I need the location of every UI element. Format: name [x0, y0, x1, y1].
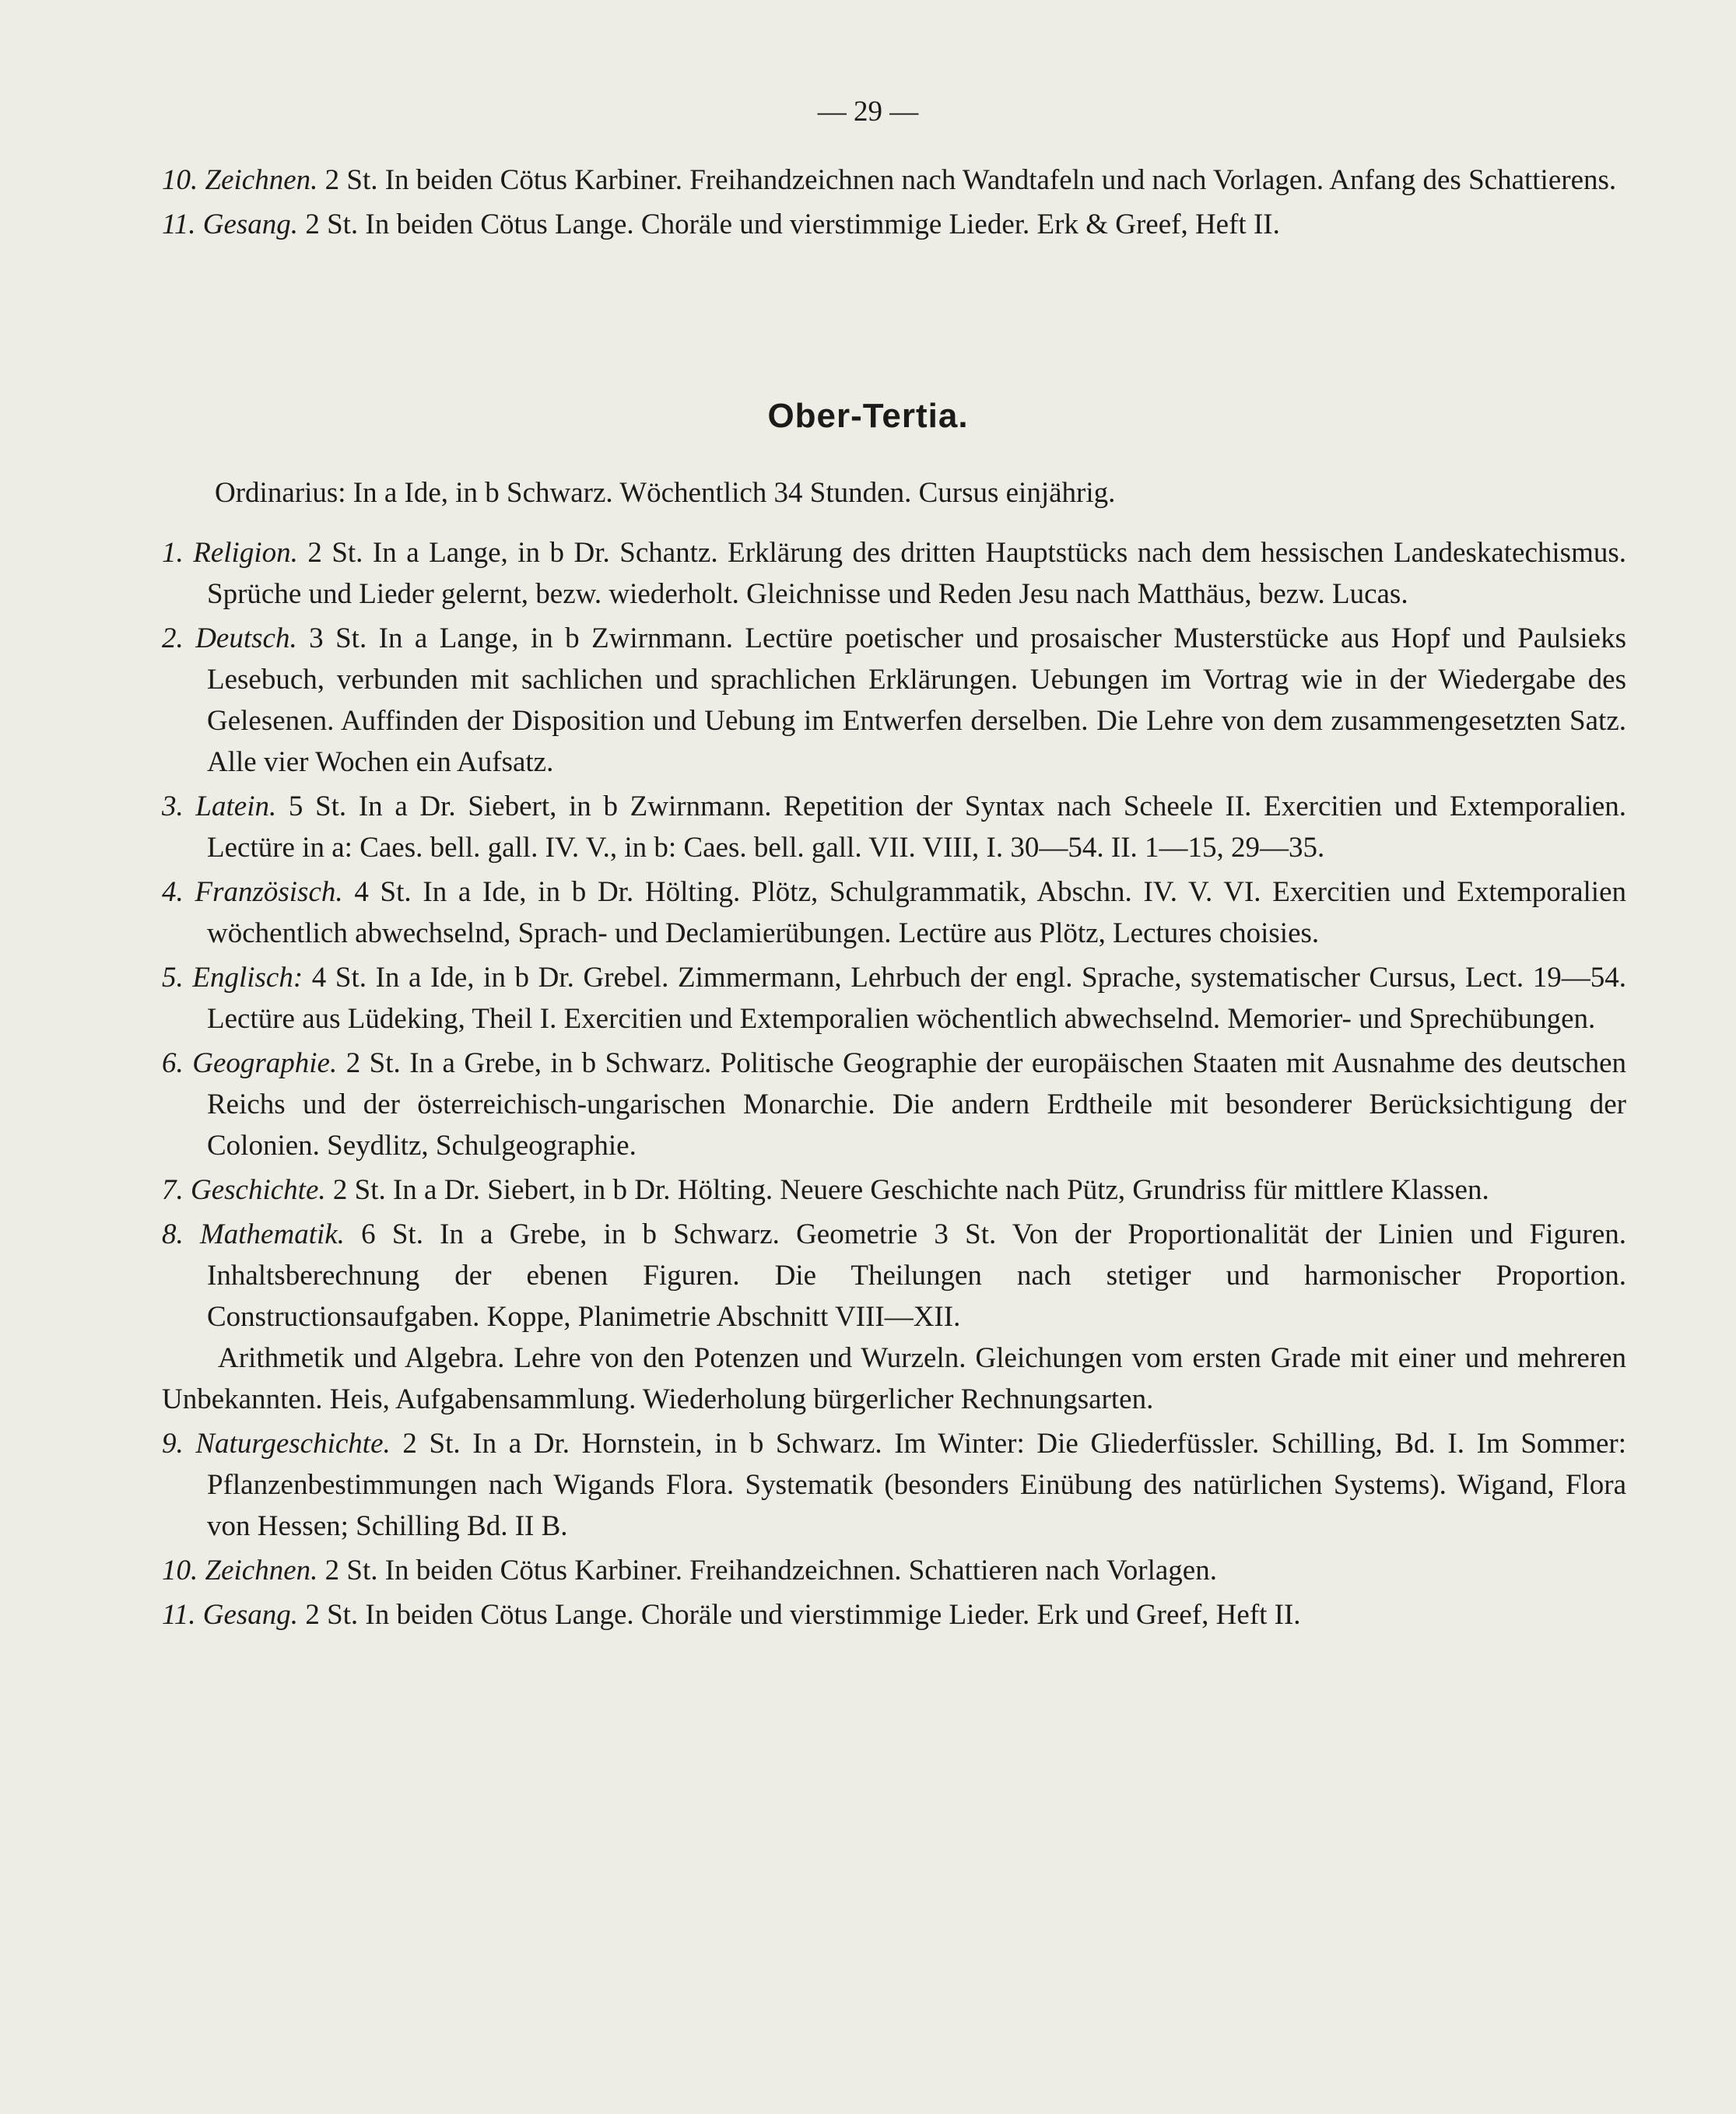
- entry-text: 2 St. In a Dr. Siebert, in b Dr. Hölting. Neuere Geschichte nach Pütz, Grundriss für mittlere Klassen.: [332, 1174, 1489, 1206]
- section-heading: Ober-Tertia.: [767, 397, 969, 435]
- entry-text: 2 St. In a Dr. Hornstein, in b Schwarz. Im Winter: Die Gliederfüssler. Schilling, Bd. I. Im Sommer: Pflanzenbestimmungen nach Wigands Flora. Systematik (besonders Einübung des natürlichen Systems). Wigand, Flora von Hessen; Schilling Bd. II B.: [207, 1428, 1626, 1542]
- entry-number: 11.: [162, 1599, 196, 1631]
- ordinarius-line: Ordinarius: In a Ide, in b Schwarz. Wöchentlich 34 Stunden. Cursus einjährig.: [215, 477, 1116, 509]
- entry-number: 10.: [162, 1555, 198, 1586]
- list-item: [117, 1594, 1626, 1635]
- entry-text: 3 St. In a Lange, in b Zwirnmann. Lectüre poetischer und prosaischer Musterstücke aus Hopf und Paulsieks Lesebuch, verbunden mit sachlichen und sprachlichen Erklärungen. Uebungen im Vortrag wie in der Wiedergabe des Gelesenen. Auffinden der Disposition und Uebung im Entwerfen derselben. Die Lehre von dem zusammengesetzten Satz. Alle vier Wochen ein Aufsatz.: [207, 622, 1627, 778]
- list-item: [117, 618, 1626, 783]
- entry-subject: Religion.: [193, 537, 298, 569]
- entry-subject: Deutsch.: [195, 622, 297, 654]
- entry-subject: Naturgeschichte.: [195, 1428, 391, 1460]
- top-section: [117, 160, 1626, 245]
- entry-subject: Gesang.: [202, 209, 299, 240]
- list-item: [117, 1423, 1626, 1547]
- entry-subject: 10.: [162, 164, 198, 196]
- entry-subject: Englisch:: [192, 962, 303, 994]
- entry-text: 2 St. In beiden Cötus Karbiner. Freihandzeichnen nach Wandtafeln und nach Vorlagen. Anfang des Schattierens.: [324, 164, 1617, 196]
- list-item: [117, 1043, 1626, 1166]
- page-number: — 29 —: [817, 96, 919, 128]
- list-item: [117, 1550, 1626, 1591]
- entry-subject: Gesang.: [202, 1599, 299, 1631]
- list-item: [117, 532, 1626, 615]
- list-item: [117, 160, 1626, 201]
- entry-text: 2 St. In a Grebe, in b Schwarz. Politische Geographie der europäischen Staaten mit Ausnahme des deutschen Reichs und der österreichisch-ungarischen Monarchie. Die andern Erdtheile mit besonderer Berücksichtigung der Colonien. Seydlitz, Schulgeographie.: [207, 1047, 1627, 1162]
- entry-subject: Mathematik.: [199, 1218, 345, 1250]
- entry-subject: Geschichte.: [191, 1174, 326, 1206]
- entry-number: 8.: [162, 1218, 184, 1250]
- entry-text: 2 St. In beiden Cötus Lange. Choräle und vierstimmige Lieder. Erk & Greef, Heft II.: [305, 209, 1280, 240]
- entry-text: 2 St. In a Lange, in b Dr. Schantz. Erklärung des dritten Hauptstücks nach dem hessischen Landeskatechismus. Sprüche und Lieder gelernt, bezw. wiederholt. Gleichnisse und Reden Jesu nach Matthäus, bezw. Lucas.: [207, 537, 1627, 610]
- list-item: [117, 1169, 1626, 1211]
- entry-subject: Zeichnen.: [205, 1555, 318, 1586]
- entry-subject: Französisch.: [195, 876, 343, 908]
- entry-text: 2 St. In beiden Cötus Karbiner. Freihandzeichnen. Schattieren nach Vorlagen.: [324, 1555, 1217, 1586]
- entry-number: 11.: [162, 209, 196, 240]
- list-item: [117, 786, 1626, 868]
- entry-subject: Latein.: [195, 791, 277, 822]
- entry-text: 2 St. In beiden Cötus Lange. Choräle und vierstimmige Lieder. Erk und Greef, Heft II.: [305, 1599, 1301, 1631]
- entry-number: 4.: [162, 876, 184, 908]
- entry-number: 2.: [162, 622, 184, 654]
- entry-continuation: Arithmetik und Algebra. Lehre von den Potenzen und Wurzeln. Gleichungen vom ersten Grade mit einer und mehreren Unbekannten. Heis, Aufgabensammlung. Wiederholung bürgerlicher Rechnungsarten.: [162, 1342, 1626, 1415]
- list-item: [117, 957, 1626, 1039]
- list-item: [117, 1214, 1626, 1420]
- entry-text: 4 St. In a Ide, in b Dr. Grebel. Zimmermann, Lehrbuch der engl. Sprache, systematischer Cursus, Lect. 19—54. Lectüre aus Lüdeking, Theil I. Exercitien und Extemporalien wöchentlich abwechselnd. Memorier- und Sprechübungen.: [207, 962, 1627, 1035]
- entry-number: 3.: [162, 791, 184, 822]
- list-item: [117, 871, 1626, 954]
- entry-text: 6 St. In a Grebe, in b Schwarz. Geometrie 3 St. Von der Proportionalität der Linien und Figuren. Inhaltsberechnung der ebenen Figuren. Die Theilungen nach stetiger und harmonischer Proportion. Constructionsaufgaben. Koppe, Planimetrie Abschnitt VIII—XII.: [207, 1218, 1627, 1333]
- entry-number: 6.: [162, 1047, 184, 1079]
- entry-subject: Geographie.: [192, 1047, 338, 1079]
- entry-number: 9.: [162, 1428, 184, 1460]
- entry-text: 5 St. In a Dr. Siebert, in b Zwirnmann. Repetition der Syntax nach Scheele II. Exercitien und Extemporalien. Lectüre in a: Caes. bell. gall. IV. V., in b: Caes. bell. gall. VII. VIII, I. 30—54. II. 1—15, 29—35.: [207, 791, 1627, 864]
- entry-number: 5.: [162, 962, 184, 994]
- list-item: [117, 204, 1626, 245]
- entry-number: 7.: [162, 1174, 184, 1206]
- curriculum-list: [117, 532, 1626, 1635]
- entry-number: 1.: [162, 537, 184, 569]
- entry-text: 4 St. In a Ide, in b Dr. Hölting. Plötz, Schulgrammatik, Abschn. IV. V. VI. Exercitien und Extemporalien wöchentlich abwechselnd, Sprach- und Declamierübungen. Lectüre aus Plötz, Lectures choisies.: [207, 876, 1627, 949]
- entry-subject: Zeichnen.: [205, 164, 318, 196]
